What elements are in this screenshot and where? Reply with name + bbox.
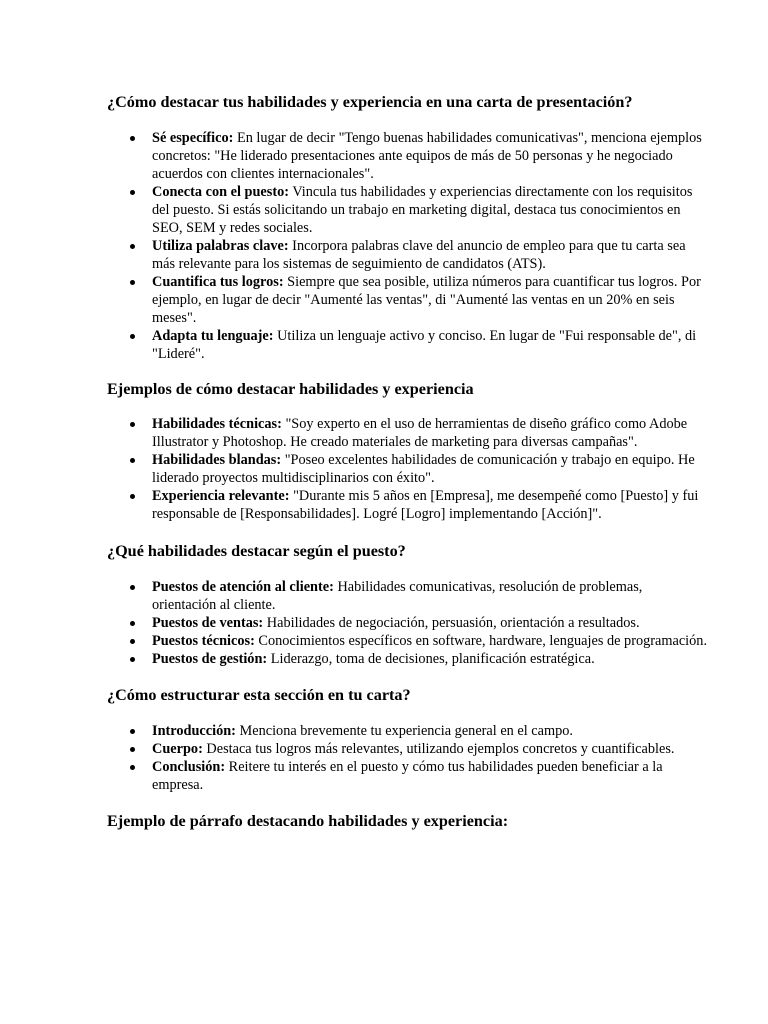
list-item	[107, 614, 708, 632]
item-text: Reitere tu interés en el puesto y cómo tus habilidades pueden beneficiar a la empresa.	[152, 759, 663, 793]
item-label: Habilidades técnicas:	[152, 416, 282, 432]
item-text: Utiliza un lenguaje activo y conciso. En lugar de "Fui responsable de", di "Lideré".	[152, 328, 697, 362]
item-text: Siempre que sea posible, utiliza números para cuantificar tus logros. Por ejemplo, en lugar de decir "Aumenté las ventas", di "Aumenté las ventas en un 20% en seis meses".	[152, 274, 701, 326]
section-heading: ¿Cómo estructurar esta sección en tu carta?	[107, 686, 411, 704]
bullet-list	[107, 415, 708, 523]
item-label: Experiencia relevante:	[152, 488, 290, 504]
list-item	[107, 487, 708, 523]
section-how-to-highlight	[107, 92, 708, 363]
bullet-list	[107, 129, 708, 363]
list-item	[107, 632, 708, 650]
item-text: Habilidades comunicativas, resolución de problemas, orientación al cliente.	[152, 579, 643, 613]
section-heading: Ejemplo de párrafo destacando habilidades y experiencia:	[107, 812, 509, 830]
section-heading: ¿Qué habilidades destacar según el puesto?	[107, 542, 406, 560]
item-text: "Poseo excelentes habilidades de comunicación y trabajo en equipo. He liderado proyectos multidisciplinarios con éxito".	[152, 452, 695, 486]
item-label: Introducción:	[152, 723, 236, 739]
section-heading: Ejemplos de cómo destacar habilidades y experiencia	[107, 380, 474, 398]
section-heading: ¿Cómo destacar tus habilidades y experiencia en una carta de presentación?	[107, 93, 633, 111]
item-text: "Durante mis 5 años en [Empresa], me desempeñé como [Puesto] y fui responsable de [Responsabilidades]. Logré [Logro] implementando [Acción]".	[152, 488, 699, 522]
item-label: Puestos técnicos:	[152, 633, 255, 649]
list-item	[107, 183, 708, 237]
item-text: Liderazgo, toma de decisiones, planificación estratégica.	[267, 651, 595, 667]
item-text: Vincula tus habilidades y experiencias directamente con los requisitos del puesto. Si estás solicitando un trabajo en marketing digital, destaca tus conocimientos en SEO, SEM y redes sociales.	[152, 184, 693, 236]
section-example-paragraph	[107, 811, 708, 831]
item-label: Conclusión:	[152, 759, 226, 775]
list-item	[107, 273, 708, 327]
list-item	[107, 237, 708, 273]
list-item	[107, 415, 708, 451]
item-label: Adapta tu lenguaje:	[152, 328, 274, 344]
item-label: Conecta con el puesto:	[152, 184, 289, 200]
section-skills-by-role	[107, 541, 708, 668]
list-item	[107, 451, 708, 487]
bullet-list	[107, 722, 708, 794]
item-label: Cuerpo:	[152, 741, 203, 757]
section-structure	[107, 685, 708, 794]
item-label: Cuantifica tus logros:	[152, 274, 284, 290]
item-label: Habilidades blandas:	[152, 452, 282, 468]
item-label: Sé específico:	[152, 130, 234, 146]
list-item	[107, 722, 708, 740]
item-text: Menciona brevemente tu experiencia general en el campo.	[235, 723, 573, 739]
list-item	[107, 578, 708, 614]
list-item	[107, 327, 708, 363]
list-item	[107, 740, 708, 758]
item-text: Habilidades de negociación, persuasión, orientación a resultados.	[263, 615, 640, 631]
item-label: Puestos de ventas:	[152, 615, 264, 631]
item-text: En lugar de decir "Tengo buenas habilidades comunicativas", menciona ejemplos concretos: "He liderado presentaciones ante equipos de más de 50 personas y he negociado acuerdos con clientes internacionales".	[152, 130, 702, 182]
item-label: Utiliza palabras clave:	[152, 238, 289, 254]
item-text: Incorpora palabras clave del anuncio de empleo para que tu carta sea más relevante para los sistemas de seguimiento de candidatos (ATS).	[152, 238, 686, 272]
item-text: "Soy experto en el uso de herramientas de diseño gráfico como Adobe Illustrator y Photoshop. He creado materiales de marketing para diversas campañas".	[152, 416, 688, 450]
list-item	[107, 758, 708, 794]
item-text: Conocimientos específicos en software, hardware, lenguajes de programación.	[254, 633, 708, 649]
list-item	[107, 129, 708, 183]
list-item	[107, 650, 708, 668]
item-label: Puestos de gestión:	[152, 651, 268, 667]
section-examples	[107, 379, 708, 523]
bullet-list	[107, 578, 708, 668]
item-text: Destaca tus logros más relevantes, utilizando ejemplos concretos y cuantificables.	[202, 741, 675, 757]
item-label: Puestos de atención al cliente:	[152, 579, 334, 595]
